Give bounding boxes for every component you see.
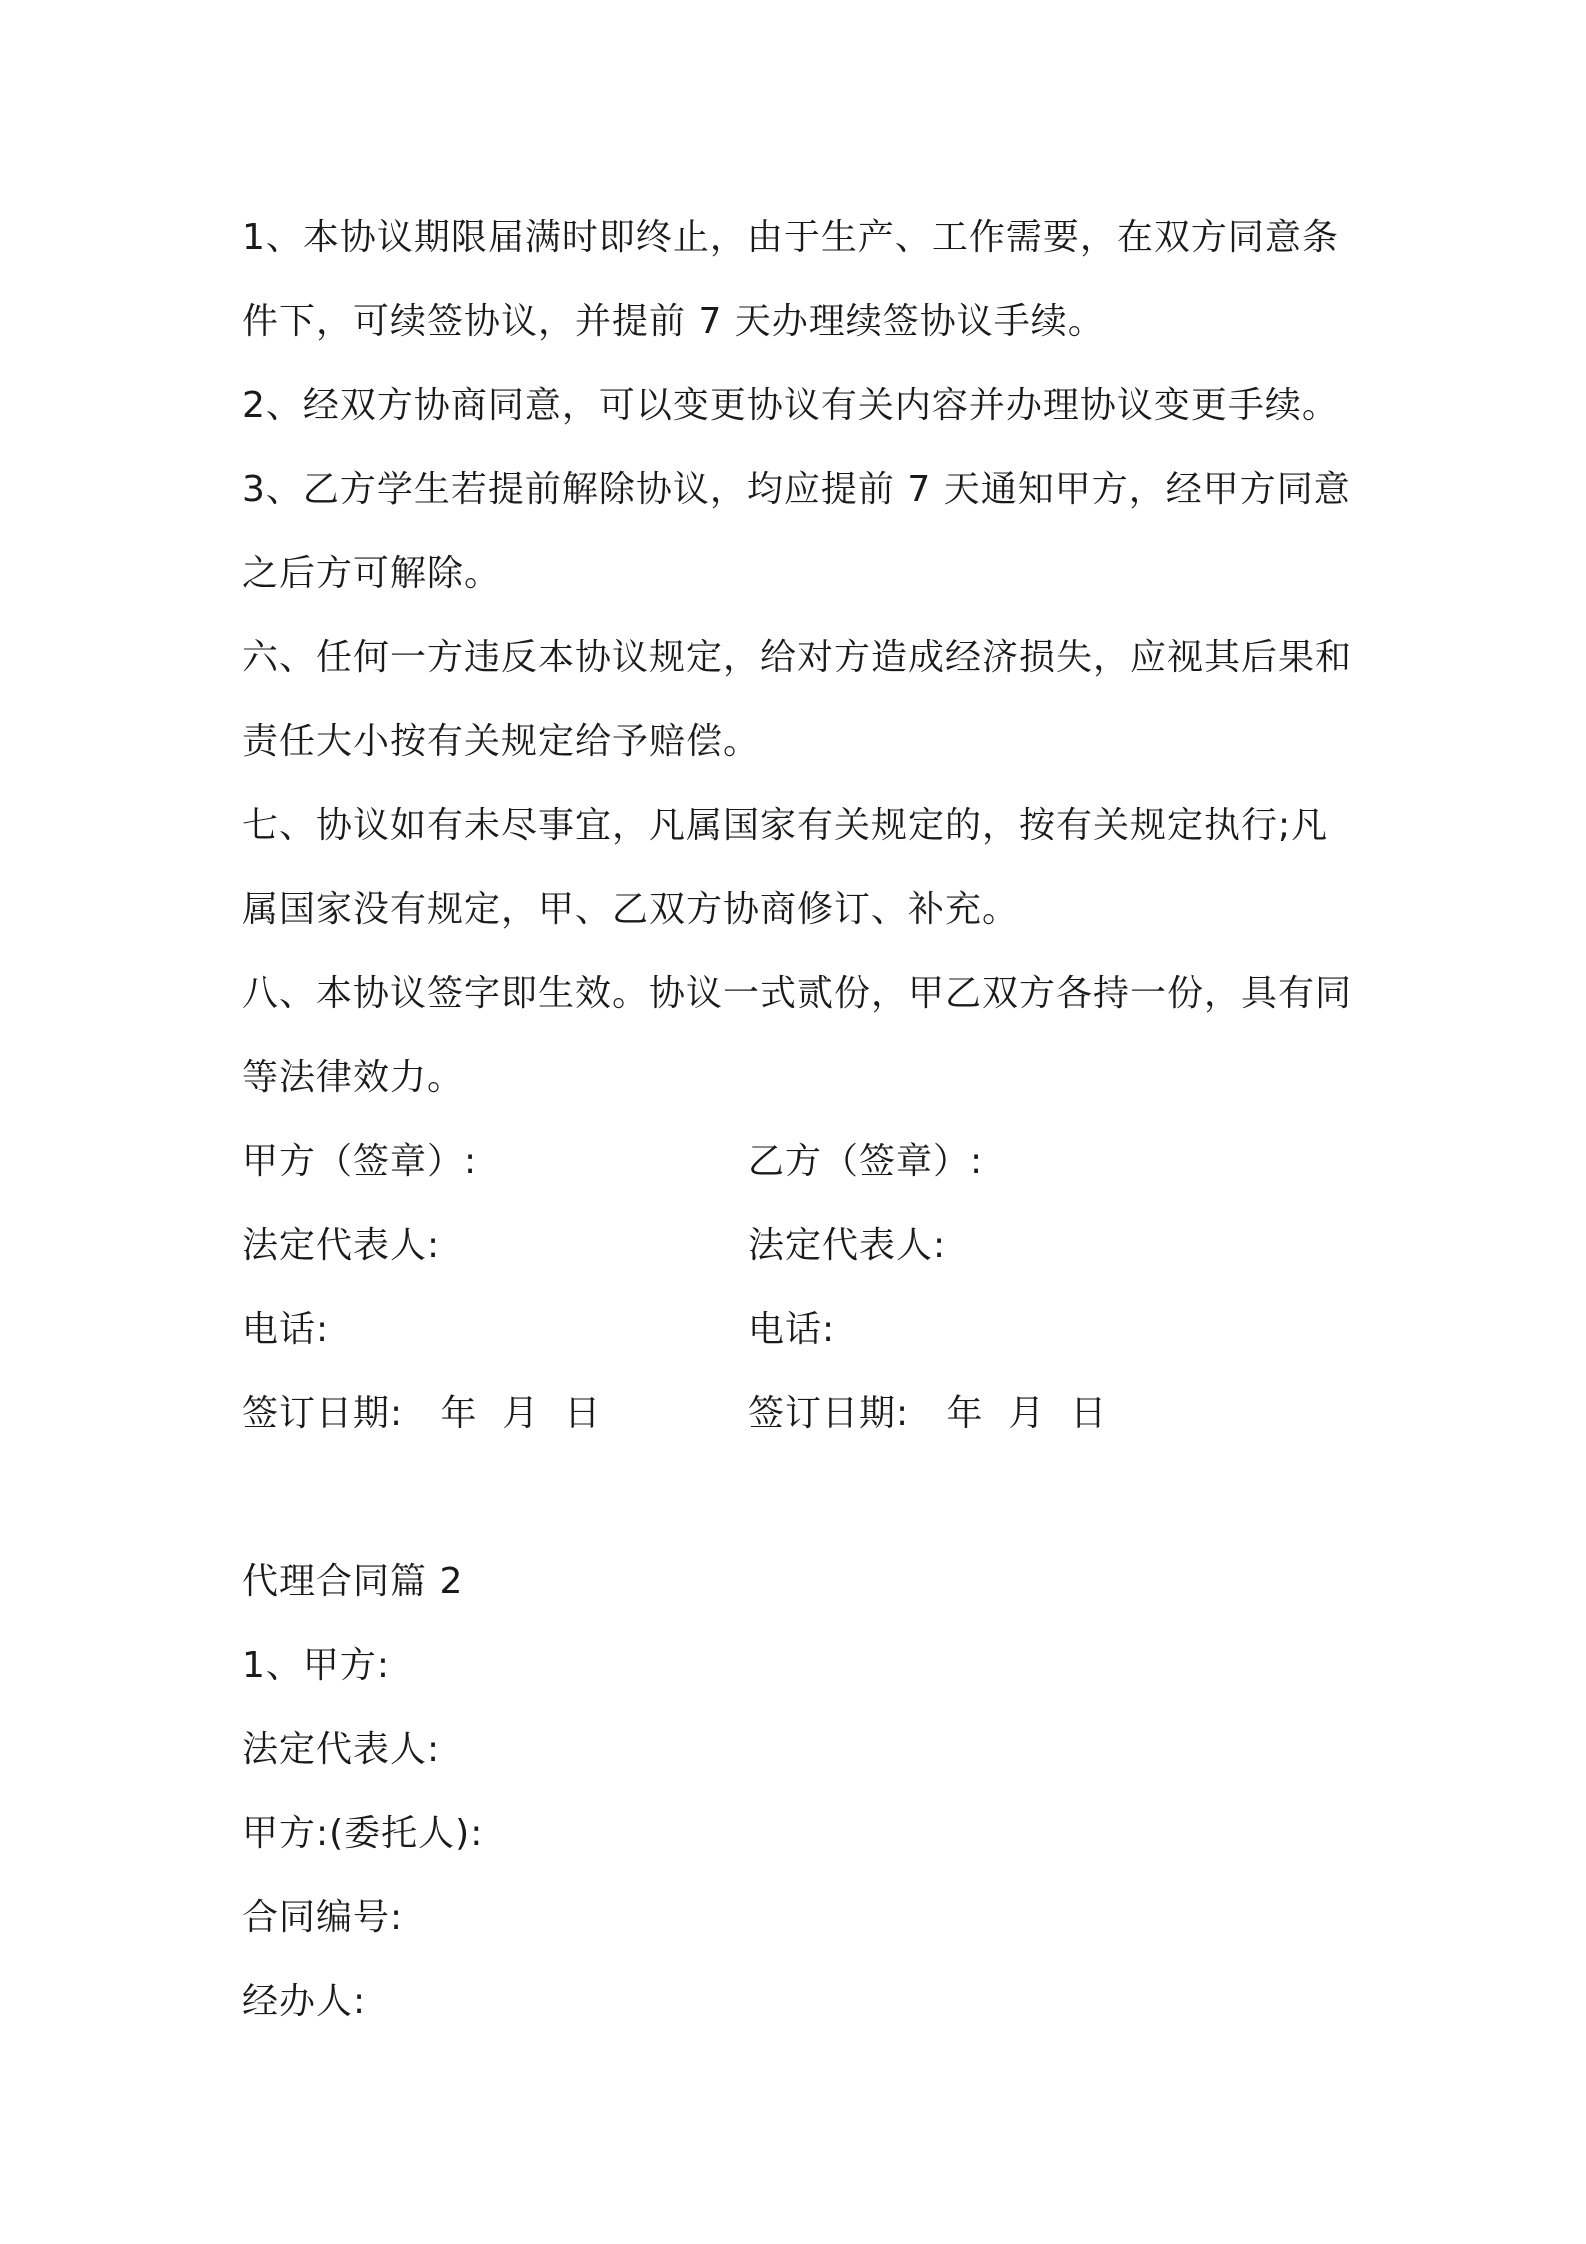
signature-row-representative (242, 1204, 1362, 1288)
party-b-representative-label: 法定代表人: (748, 1225, 947, 1266)
clause-2: 2、经双方协商同意，可以变更协议有关内容并办理协议变更手续。 (242, 385, 1339, 426)
clause-8: 八、本协议签字即生效。协议一式贰份，甲乙双方各持一份，具有同等法律效力。 (242, 973, 1353, 1098)
section-2-handler: 经办人: (242, 1981, 367, 2022)
party-a-date-label: 签订日期: 年 月 日 (242, 1393, 602, 1434)
section-gap (242, 1456, 1362, 1540)
clause-1: 1、本协议期限届满时即终止，由于生产、工作需要，在双方同意条件下，可续签协议，并提前 7 天办理续签协议手续。 (242, 217, 1339, 342)
clause-3: 3、乙方学生若提前解除协议，均应提前 7 天通知甲方，经甲方同意之后方可解除。 (242, 469, 1351, 594)
signature-row-seal (242, 1120, 1362, 1204)
signature-row-phone (242, 1288, 1362, 1372)
section-2-party-a: 1、甲方: (242, 1645, 391, 1686)
section-2-contract-number: 合同编号: (242, 1897, 404, 1938)
clause-6: 六、任何一方违反本协议规定，给对方造成经济损失，应视其后果和责任大小按有关规定给予赔偿。 (242, 637, 1353, 762)
party-a-seal-label: 甲方（签章）: (242, 1141, 478, 1182)
section-2-title: 代理合同篇 2 (242, 1561, 464, 1602)
section-2-principal: 甲方:(委托人): (242, 1813, 484, 1854)
signature-row-date (242, 1372, 1362, 1456)
clause-7: 七、协议如有未尽事宜，凡属国家有关规定的，按有关规定执行;凡属国家没有规定，甲、乙双方协商修订、补充。 (242, 805, 1329, 930)
party-a-phone-label: 电话: (242, 1309, 330, 1350)
party-a-representative-label: 法定代表人: (242, 1225, 441, 1266)
party-b-seal-label: 乙方（签章）: (748, 1141, 984, 1182)
party-b-phone-label: 电话: (748, 1309, 836, 1350)
section-2-representative: 法定代表人: (242, 1729, 441, 1770)
document-page (242, 196, 1362, 2044)
party-b-date-label: 签订日期: 年 月 日 (748, 1393, 1108, 1434)
